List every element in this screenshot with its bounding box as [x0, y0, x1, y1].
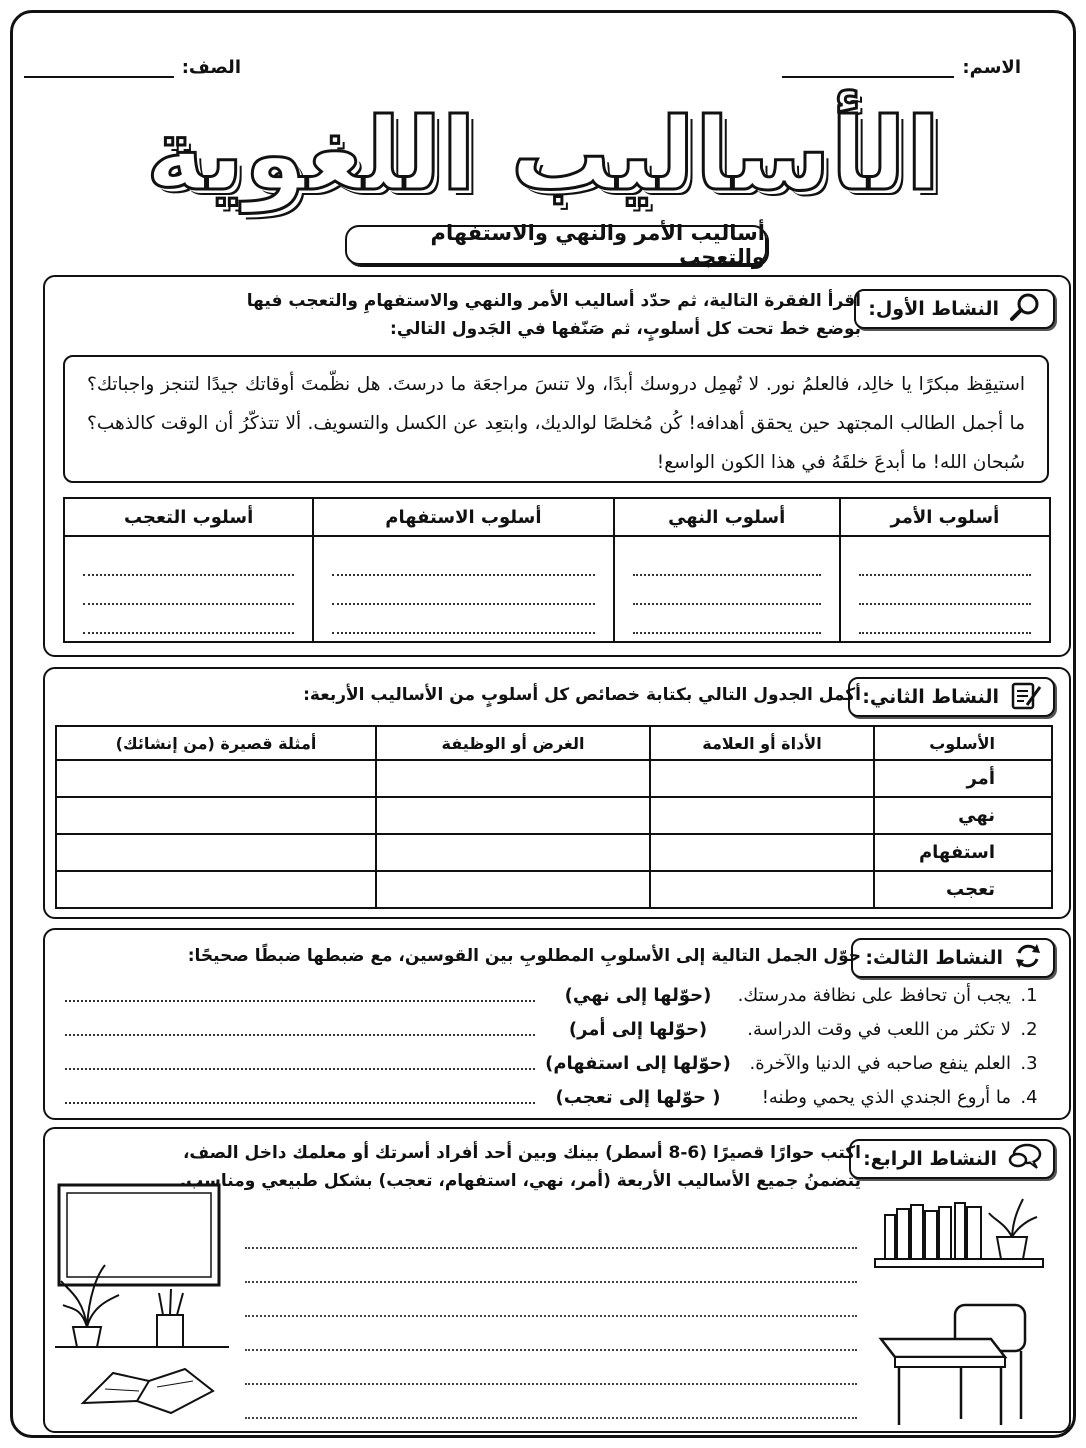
classroom-illustration [53, 1177, 233, 1427]
question-number: 2. [1020, 1018, 1038, 1040]
question-text: يجب أن تحافظ على نظافة مدرستك. [737, 984, 1011, 1006]
activity-2-section [43, 667, 1071, 919]
answer-cell[interactable] [376, 760, 650, 797]
activity-2-badge [848, 677, 1055, 717]
speech-bubbles-icon [1007, 1142, 1043, 1177]
answer-cell[interactable] [650, 871, 874, 908]
table-row [56, 797, 1052, 834]
activity-3-instruction: حوّل الجمل التالية إلى الأسلوبِ المطلوبِ بين القوسين، مع ضبطها ضبطًا صحيحًا: [187, 946, 861, 966]
row-label: استفهام [874, 834, 1052, 871]
answer-line[interactable] [65, 988, 535, 1002]
answer-cell[interactable] [313, 536, 613, 642]
answer-cell[interactable] [614, 536, 840, 642]
writing-area[interactable] [245, 1215, 857, 1419]
reading-paragraph: استيقِظ مبكرًا يا خالِد، فالعلمُ نور. لا تُهمِل دروسك أبدًا، ولا تنسَ مراجعَة ما درستَ. هل نظّمتَ أوقاتك جيدًا لتنجز واجباتك؟ ما أجمل الطالب المجتهد حين يحقق أهدافه! كُن مُخلصًا لوالديك، وابتعِد عن الكسل والتسويف. ألا تتذكّرُ أن الوقت كالذهب؟ سُبحان الله! ما أبدعَ خلقَهُ في هذا الكون الواسع! [63, 355, 1049, 483]
table-header: أسلوب الأمر [840, 498, 1050, 536]
name-label: الاسم: [962, 57, 1021, 78]
question-text: ما أروع الجندي الذي يحمي وطنه! [761, 1086, 1011, 1108]
answer-line[interactable] [65, 1090, 535, 1104]
table-header: أسلوب الاستفهام [313, 498, 613, 536]
answer-cell[interactable] [56, 760, 376, 797]
activity-1-instruction-line-2: بوضع خط تحت كل أسلوبٍ، ثم صَنّفها في الجَدول التالي: [390, 319, 861, 339]
answer-cell[interactable] [650, 834, 874, 871]
question-row [65, 1014, 1047, 1044]
answer-line[interactable] [65, 1056, 535, 1070]
question-number: 1. [1020, 984, 1038, 1006]
answer-cell[interactable] [376, 797, 650, 834]
refresh-arrows-icon [1013, 941, 1043, 976]
question-number: 3. [1020, 1052, 1038, 1074]
classification-table [63, 497, 1051, 643]
activity-4-instruction [180, 1139, 861, 1195]
question-hint: (حوّلها إلى استفهام) [545, 1052, 731, 1074]
class-field[interactable] [24, 57, 241, 78]
row-label: تعجب [874, 871, 1052, 908]
question-row [65, 1048, 1047, 1078]
activity-4-instruction-line-1: اكتب حوارًا قصيرًا (6-8 أسطر) بينك وبين أحد أفراد أسرتك أو معلمك داخل الصف، [182, 1143, 861, 1163]
answer-cell[interactable] [376, 834, 650, 871]
activity-4-title: النشاط الرابع: [863, 1148, 997, 1170]
bookshelf-desk-illustration [871, 1189, 1057, 1429]
worksheet-page [10, 10, 1076, 1438]
table-header: الأداة أو العلامة [650, 726, 874, 760]
table-row [56, 871, 1052, 908]
class-blank-line[interactable] [24, 58, 174, 78]
writing-line[interactable] [245, 1283, 857, 1317]
activity-4-badge [849, 1139, 1055, 1179]
question-number: 4. [1020, 1086, 1038, 1108]
activity-1-badge [854, 289, 1055, 329]
answer-cell[interactable] [650, 760, 874, 797]
answer-cell[interactable] [376, 871, 650, 908]
name-field[interactable] [782, 57, 1021, 78]
answer-cell[interactable] [64, 536, 313, 642]
answer-line[interactable] [65, 1022, 535, 1036]
answer-cell[interactable] [56, 797, 376, 834]
activity-1-instruction-line-1: اقرأ الفقرة التالية، ثم حدّد أساليب الأمر والنهي والاستفهامِ والتعجب فيها [246, 291, 861, 311]
writing-line[interactable] [245, 1215, 857, 1249]
subtitle: أساليب الأمر والنهي والاستفهام والتعجب [345, 225, 767, 265]
table-header: الغرض أو الوظيفة [376, 726, 650, 760]
activity-2-instruction: أكمل الجدول التالي بكتابة خصائص كل أسلوبٍ من الأساليب الأربعة: [303, 685, 861, 705]
magnifier-icon [1009, 292, 1043, 327]
activity-2-title: النشاط الثاني: [862, 686, 999, 708]
activity-1-instruction [247, 287, 861, 343]
activity-4-section [43, 1127, 1071, 1433]
writing-line[interactable] [245, 1351, 857, 1385]
activity-3-title: النشاط الثالث: [865, 947, 1003, 969]
notepad-pencil-icon [1009, 679, 1043, 716]
activity-1-title: النشاط الأول: [868, 298, 999, 320]
characteristics-table [55, 725, 1053, 909]
class-label: الصف: [181, 57, 241, 78]
table-header: أمثلة قصيرة (من إنشائك) [56, 726, 376, 760]
question-hint: ( حوّلها إلى تعجب) [555, 1086, 721, 1108]
activity-3-section [43, 928, 1071, 1120]
name-blank-line[interactable] [782, 58, 954, 78]
answer-cell[interactable] [56, 834, 376, 871]
answer-cell[interactable] [840, 536, 1050, 642]
question-text: لا تكثر من اللعب في وقت الدراسة. [747, 1018, 1011, 1040]
answer-cell[interactable] [650, 797, 874, 834]
row-label: نهي [874, 797, 1052, 834]
row-label: أمر [874, 760, 1052, 797]
activity-1-section [43, 275, 1071, 657]
answer-cell[interactable] [56, 871, 376, 908]
writing-line[interactable] [245, 1385, 857, 1419]
question-hint: (حوّلها إلى أمر) [568, 1018, 708, 1040]
question-row [65, 1082, 1047, 1112]
writing-line[interactable] [245, 1249, 857, 1283]
activity-3-badge [851, 938, 1055, 978]
table-row [56, 760, 1052, 797]
page-title: الأساليب اللغوية [145, 96, 941, 213]
table-header: أسلوب التعجب [64, 498, 313, 536]
table-header: أسلوب النهي [614, 498, 840, 536]
table-row [56, 834, 1052, 871]
activity-4-instruction-line-2: يتضمنُ جميع الأساليب الأربعة (أمر، نهي، استفهام، تعجب) بشكل طبيعي ومناسب. [179, 1171, 861, 1191]
question-hint: (حوّلها إلى نهي) [564, 984, 712, 1006]
question-row [65, 980, 1047, 1010]
table-header: الأسلوب [874, 726, 1052, 760]
writing-line[interactable] [245, 1317, 857, 1351]
question-text: العلم ينفع صاحبه في الدنيا والآخرة. [749, 1052, 1011, 1074]
